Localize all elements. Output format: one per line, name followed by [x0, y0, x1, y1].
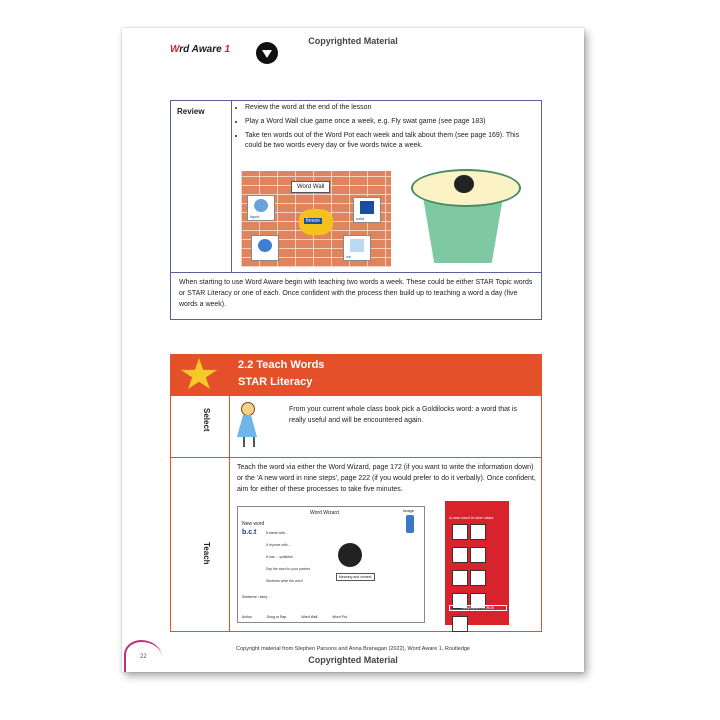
- copyright-top: Copyrighted Material: [308, 36, 398, 46]
- teach-divider: [171, 457, 541, 458]
- step-line: It rhymes with...: [266, 543, 291, 547]
- word-card: [247, 195, 275, 221]
- word-wizard-title: Word Wizard: [310, 510, 339, 516]
- card-label: liquid: [250, 214, 260, 219]
- teach-words-header: [170, 354, 542, 396]
- review-bullets: [235, 103, 535, 155]
- review-label-column: [171, 101, 232, 272]
- teach-words-table: [170, 396, 542, 632]
- review-label: Review: [177, 107, 205, 116]
- word-card: [251, 235, 279, 261]
- footer-item: Word Pot: [332, 615, 347, 619]
- review-divider: [171, 272, 541, 273]
- word-card: [343, 235, 371, 261]
- logo-text: rd Aware: [179, 44, 222, 55]
- footer-item: Action: [242, 615, 252, 619]
- poster-grid: [451, 523, 503, 638]
- logo-letter: W: [170, 44, 180, 55]
- footer-item: Word Wall: [301, 615, 318, 619]
- nine-steps-poster: [445, 501, 509, 625]
- footer-note: Copyright material from Stephen Parsons and Anna Branagan (2022), Word Aware 1, Routledge: [236, 646, 470, 652]
- sentence-label: Sentence / story: [242, 595, 268, 599]
- poster-footer: LEARNING WORDS: [449, 605, 507, 611]
- copyright-bottom: Copyrighted Material: [308, 655, 398, 665]
- step-line: It has ... syllables: [266, 555, 293, 559]
- download-badge-icon: [256, 42, 278, 64]
- bottle-icon: [406, 515, 414, 533]
- burst-label: freeze: [306, 218, 320, 224]
- teach-text: Teach the word via either the Word Wizard, page 172 (if you want to write the information down) or the 'A new word in nine steps', page 222 (if you would prefer to do it verbally). Once confident, aim for either of these processes to take five minutes.: [237, 464, 536, 493]
- bct-label: b.c.t: [242, 529, 257, 536]
- word-wizard-image: [237, 506, 425, 623]
- footer-item: Song or Rap: [266, 615, 287, 619]
- word-pot-image: [411, 169, 517, 267]
- image-label: Image: [402, 508, 414, 513]
- word-card: [353, 197, 381, 223]
- step-line: Students write the word: [266, 579, 303, 583]
- card-label: ice: [346, 254, 352, 259]
- goldilocks-illustration: [233, 402, 261, 448]
- teach-words-subtitle: STAR Literacy: [238, 376, 313, 388]
- review-note: When starting to use Word Aware begin with teaching two words a week. These could be either STAR Topic words or STAR Literacy or one of each. Once confident with the process then build up to teaching a word a day (five words a week).: [179, 279, 533, 308]
- book-page: [122, 28, 584, 672]
- step-line: Say the word to your partner: [266, 567, 311, 571]
- step-line: It starts with...: [266, 531, 288, 535]
- review-bullet: • Review the word at the end of the lesson: [245, 103, 535, 113]
- review-bullet: • Play a Word Wall clue game once a week, e.g. Fly swat game (see page 183): [245, 117, 535, 127]
- meaning-label: Meaning and context: [336, 573, 375, 581]
- freeze-burst: [299, 209, 333, 235]
- pot-ball: [454, 175, 474, 193]
- select-label: Select: [202, 408, 211, 432]
- poster-title: A new word in nine steps: [449, 515, 494, 520]
- word-wall-label: Word Wall: [291, 181, 330, 193]
- teach-words-title: 2.2 Teach Words: [238, 359, 325, 371]
- review-bullet: • Take ten words out of the Word Pot each week and talk about them (see page 169). This could be two words every day or five words twice a week.: [245, 131, 535, 151]
- word-wall-image: [241, 171, 391, 267]
- card-label: solid: [356, 216, 365, 221]
- star-icon: [180, 358, 218, 392]
- word-wizard-footer: [242, 615, 420, 619]
- page-number: 22: [140, 654, 147, 660]
- teach-label: Teach: [202, 542, 211, 565]
- new-word-label: New word: [242, 521, 265, 527]
- teach-label-column: [171, 396, 230, 631]
- logo-number: 1: [224, 44, 231, 55]
- word-aware-logo: [170, 44, 230, 55]
- review-table: [170, 100, 542, 320]
- select-text: From your current whole class book pick a Goldilocks word: a word that is really useful and will be encountered again.: [289, 406, 517, 424]
- wizard-shield-icon: [338, 543, 362, 567]
